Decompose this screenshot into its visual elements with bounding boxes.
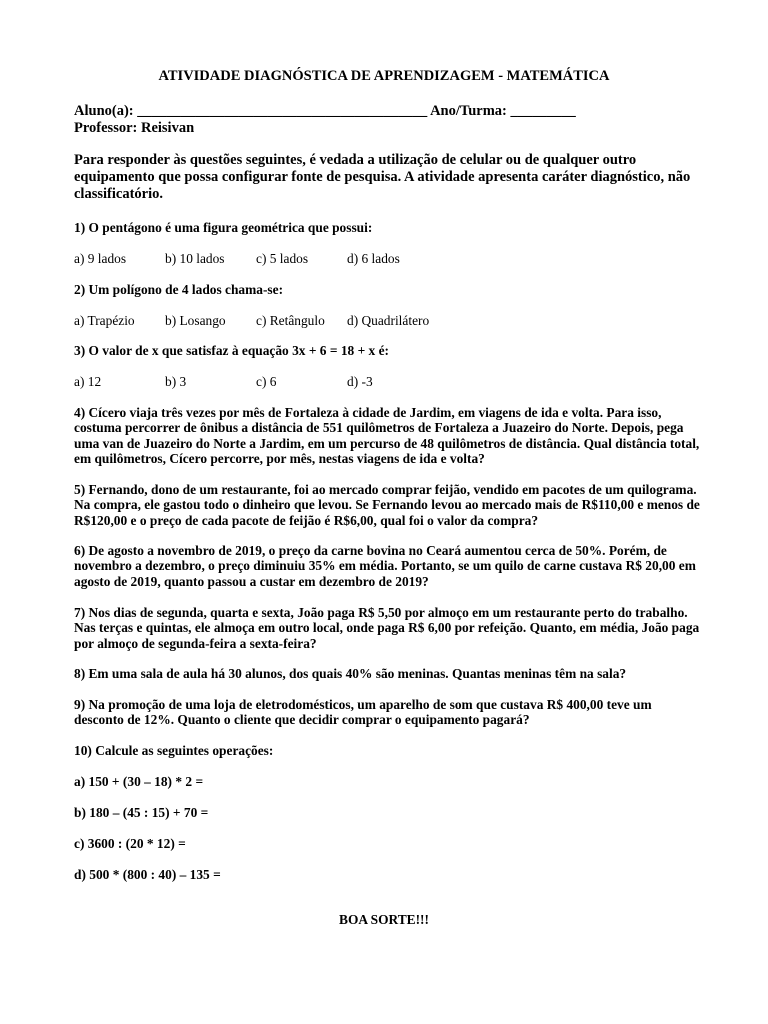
operation-c: c) 3600 : (20 * 12) =: [74, 836, 186, 851]
option-c: c) Retângulo: [256, 313, 325, 328]
option-a: a) 9 lados: [74, 251, 127, 266]
question-1: 1) O pentágono é uma figura geométrica que possui:: [74, 220, 373, 235]
option-b: b) Losango: [165, 313, 226, 328]
operation-d: d) 500 * (800 : 40) – 135 =: [74, 867, 221, 882]
page-title: ATIVIDADE DIAGNÓSTICA DE APRENDIZAGEM - MATEMÁTICA: [158, 68, 610, 84]
operation-b: b) 180 – (45 : 15) + 70 =: [74, 805, 209, 820]
question-6: 6) De agosto a novembro de 2019, o preço da carne bovina no Ceará aumentou cerca de 50%. Porém, de novembro a dezembro, o preço diminuiu 35% em média. Portanto, se um quilo de carne custava R$ 20,00 em agosto de 2019, quanto passou a custar em dezembro de 2019?: [74, 543, 696, 589]
option-d: d) 6 lados: [347, 251, 400, 266]
option-a: a) 12: [74, 374, 102, 389]
question-10: 10) Calcule as seguintes operações:: [74, 743, 274, 758]
closing-message: BOA SORTE!!!: [339, 912, 429, 927]
option-a: a) Trapézio: [74, 313, 135, 328]
instructions-paragraph: Para responder às questões seguintes, é vedada a utilização de celular ou de qualquer outro equipamento que possa configurar fonte de pesquisa. A atividade apresenta caráter diagnóstico, não classificatório.: [74, 152, 691, 202]
option-b: b) 10 lados: [165, 251, 225, 266]
operation-a: a) 150 + (30 – 18) * 2 =: [74, 774, 204, 789]
question-4: 4) Cícero viaja três vezes por mês de Fortaleza à cidade de Jardim, em viagens de ida e volta. Para isso, costuma percorrer de ônibus a distância de 551 quilômetros de Fortaleza a Juazeiro do Norte. Depois, pega uma van de Juazeiro do Norte a Jardim, em um percurso de 48 quilômetros de distância. Qual distância total, em quilômetros, Cícero percorre, por mês, nestas viagens de ida e volta?: [74, 405, 700, 466]
question-5: 5) Fernando, dono de um restaurante, foi ao mercado comprar feijão, vendido em pacotes de um quilograma. Na compra, ele gastou todo o dinheiro que levou. Se Fernando levou ao mercado mais de R$110,00 e menos de R$120,00 e o preço de cada pacote de feijão é R$6,00, qual foi o valor da compra?: [74, 482, 700, 528]
option-c: c) 5 lados: [256, 251, 309, 266]
option-c: c) 6: [256, 374, 277, 389]
question-2: 2) Um polígono de 4 lados chama-se:: [74, 282, 284, 297]
option-b: b) 3: [165, 374, 187, 389]
question-8: 8) Em uma sala de aula há 30 alunos, dos quais 40% são meninas. Quantas meninas têm na sala?: [74, 666, 627, 681]
option-d: d) Quadrilátero: [347, 313, 430, 328]
question-7: 7) Nos dias de segunda, quarta e sexta, João paga R$ 5,50 por almoço em um restaurante perto do trabalho. Nas terças e quintas, ele almoça em outro local, onde paga R$ 6,00 por refeição. Quanto, em média, João paga por almoço de segunda-feira a sexta-feira?: [74, 605, 700, 651]
question-9: 9) Na promoção de uma loja de eletrodomésticos, um aparelho de som que custava R$ 400,00 teve um desconto de 12%. Quanto o cliente que decidir comprar o equipamento pagará?: [74, 697, 652, 728]
teacher-line: Professor: Reisivan: [74, 120, 195, 136]
student-class-line: Aluno(a): ________________________________________ Ano/Turma: _________: [74, 103, 576, 119]
question-3: 3) O valor de x que satisfaz à equação 3x + 6 = 18 + x é:: [74, 343, 389, 358]
option-d: d) -3: [347, 374, 373, 389]
